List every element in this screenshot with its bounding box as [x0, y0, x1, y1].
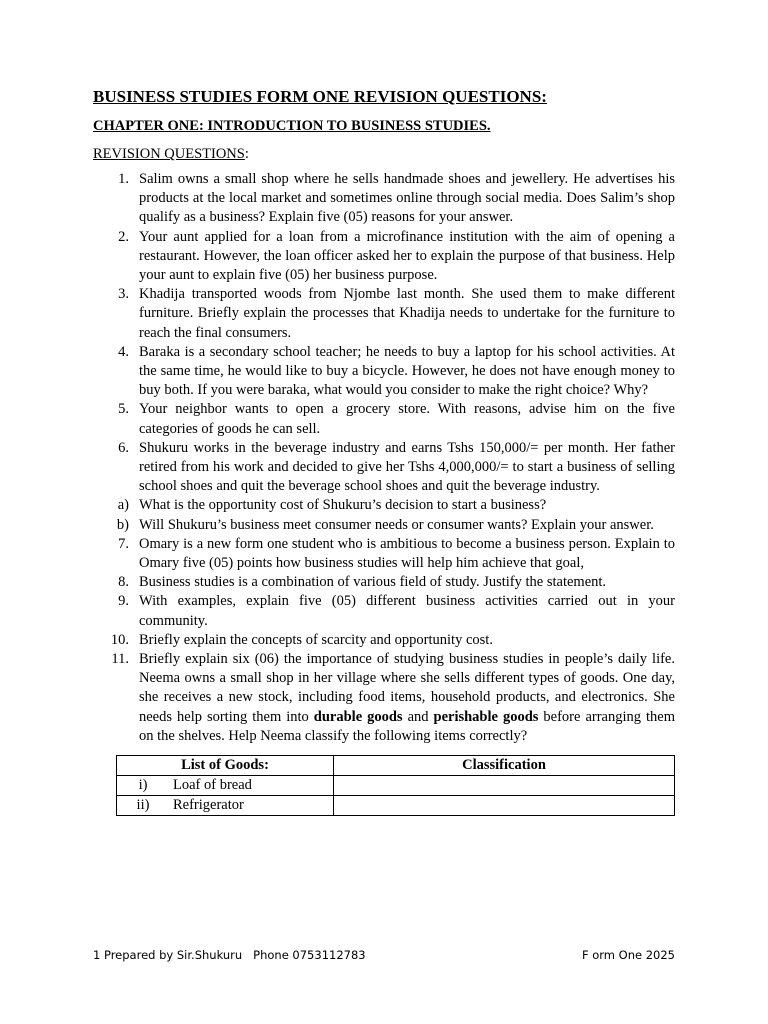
row-index: i): [138, 777, 148, 794]
question-text: Salim owns a small shop where he sells handmade shoes and jewellery. He advertises his products at the local market and sometimes online through social media. Does Salim’s shop qualify as a business? Explain five (05) reasons for your answer.: [139, 171, 675, 226]
question-text-part: and: [402, 708, 434, 725]
chapter-heading: CHAPTER ONE: INTRODUCTION TO BUSINESS STUDIES.: [93, 118, 491, 134]
footer-left: 1 Prepared by Sir.Shukuru Phone 0753112783: [93, 948, 366, 962]
header-list-of-goods: List of Goods:: [117, 756, 334, 776]
question-number: 7.: [118, 535, 129, 552]
question-item: [93, 573, 675, 592]
question-number: 6.: [118, 439, 129, 456]
question-number: 2.: [118, 228, 129, 245]
question-item: [93, 170, 675, 228]
question-number: 11.: [111, 651, 129, 668]
table-header-row: [117, 756, 675, 776]
page-footer: [93, 948, 675, 962]
row-index: ii): [136, 797, 150, 814]
question-text-part: before arranging them on the shelves. Help Neema classify the following items correctly?: [139, 708, 675, 744]
question-subitem: [93, 496, 675, 515]
question-number: 8.: [118, 574, 129, 591]
goods-name: Refrigerator: [173, 797, 244, 814]
question-text: Briefly explain the concepts of scarcity and opportunity cost.: [139, 631, 493, 648]
goods-cell: [117, 796, 334, 816]
question-list: [93, 170, 675, 746]
goods-cell: [117, 776, 334, 796]
question-number: 5.: [118, 401, 129, 418]
question-item: [93, 285, 675, 343]
classification-cell[interactable]: [334, 776, 675, 796]
question-text: With examples, explain five (05) different business activities carried out in your community.: [139, 593, 675, 629]
question-item: [93, 439, 675, 497]
question-text-part: Briefly explain six (06) the importance of studying business studies in people’s daily life. Neema owns a small shop in her village where she sells different types of goods. One day, she receives a new stock, including food items, household products, and electronics. She needs help sorting them into: [139, 651, 675, 725]
question-item: [93, 228, 675, 286]
question-text: Your neighbor wants to open a grocery store. With reasons, advise him on the five categories of goods he can sell.: [139, 401, 675, 437]
question-item: [93, 631, 675, 650]
question-text: Will Shukuru’s business meet consumer needs or consumer wants? Explain your answer.: [139, 516, 654, 533]
document-title: BUSINESS STUDIES FORM ONE REVISION QUESTIONS:: [93, 87, 547, 106]
question-number: a): [117, 497, 129, 514]
revision-heading: [93, 144, 675, 164]
term-perishable-goods: perishable goods: [433, 708, 539, 725]
footer-right: F orm One 2025: [581, 948, 675, 962]
question-subitem: [93, 516, 675, 535]
revision-label: REVISION QUESTIONS: [93, 146, 245, 162]
question-item: [93, 650, 675, 746]
question-text: Baraka is a secondary school teacher; he needs to buy a laptop for his school activities. At the same time, he would like to buy a bicycle. However, he does not have enough money to buy both. If you were baraka, what would you consider to make the right choice? Why?: [139, 343, 675, 399]
question-number: 1.: [118, 171, 129, 187]
question-item: [93, 400, 675, 438]
question-text: Business studies is a combination of various field of study. Justify the statement.: [139, 574, 607, 591]
question-number: b): [116, 516, 129, 533]
question-number: 4.: [118, 343, 129, 360]
question-item: [93, 343, 675, 401]
question-text: [139, 651, 675, 744]
header-classification: Classification: [334, 756, 675, 776]
question-text: Khadija transported woods from Njombe last month. She used them to make different furniture. Briefly explain the processes that Khadija needs to undertake for the furniture to reach the final consumers.: [139, 286, 675, 341]
question-text: Omary is a new form one student who is ambitious to become a business person. Explain to Omary five (05) points how business studies will help him achieve that goal,: [139, 535, 675, 572]
question-item: [93, 592, 675, 630]
question-item: [93, 535, 675, 573]
classification-cell[interactable]: [334, 796, 675, 816]
question-text: What is the opportunity cost of Shukuru’s decision to start a business?: [139, 497, 547, 514]
question-number: 3.: [118, 286, 129, 303]
table-row: [117, 776, 675, 796]
revision-colon: :: [244, 146, 249, 162]
question-text: Your aunt applied for a loan from a microfinance institution with the aim of opening a restaurant. However, the loan officer asked her to explain the purpose of that business. Help your aunt to explain five (05) her business purpose.: [139, 228, 675, 284]
term-durable-goods: durable goods: [313, 708, 403, 725]
question-text: Shukuru works in the beverage industry and earns Tshs 150,000/= per month. Her father retired from his work and decided to give her Tshs 4,000,000/= to start a business of selling school shoes and quit the beverage school shoes and quit the beverage industry.: [139, 439, 675, 495]
goods-name: Loaf of bread: [173, 777, 252, 794]
goods-classification-table: [116, 755, 675, 816]
question-number: 9.: [118, 593, 129, 610]
table-row: [117, 796, 675, 816]
question-number: 10.: [110, 631, 129, 648]
document-page: [93, 86, 675, 816]
